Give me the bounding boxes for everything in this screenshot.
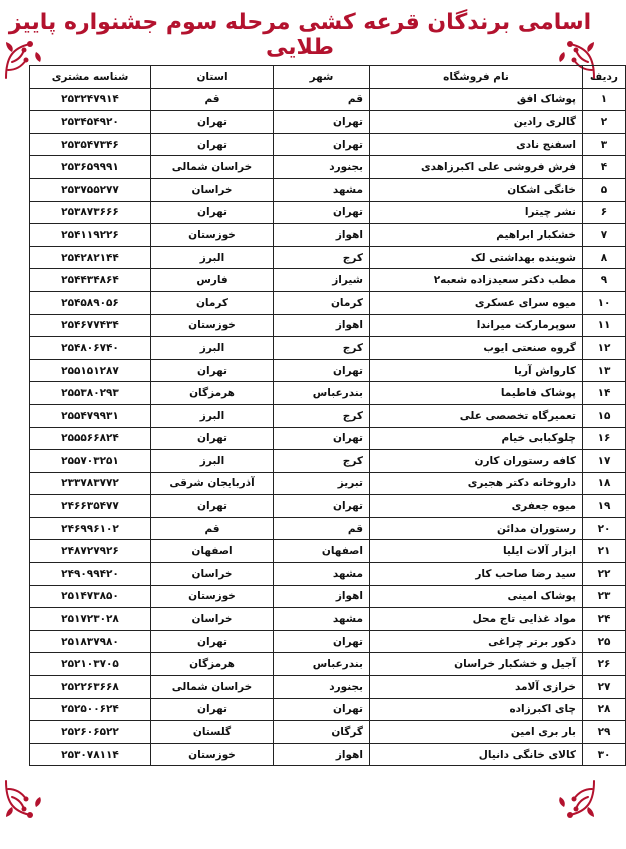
header-shop-name: نام فروشگاه	[370, 66, 583, 89]
cell-customer-id: ۲۳۳۷۸۳۷۷۲	[30, 472, 151, 495]
cell-city: اهواز	[274, 585, 370, 608]
cell-customer-id: ۲۵۴۶۷۷۴۳۴	[30, 314, 151, 337]
table-row	[30, 585, 626, 608]
cell-row-number: ۳۰	[583, 743, 626, 766]
cell-customer-id: ۲۵۳۷۵۵۲۷۷	[30, 178, 151, 201]
table-row	[30, 608, 626, 631]
cell-row-number: ۱۹	[583, 495, 626, 518]
cell-city: تبریز	[274, 472, 370, 495]
cell-province: فارس	[151, 269, 274, 292]
cell-province: تهران	[151, 201, 274, 224]
cell-city: بندرعباس	[274, 382, 370, 405]
cell-customer-id: ۲۵۲۶۰۶۵۲۲	[30, 721, 151, 744]
cell-customer-id: ۲۴۹۰۹۹۴۲۰	[30, 563, 151, 586]
cell-province: هرمزگان	[151, 653, 274, 676]
cell-row-number: ۲۲	[583, 563, 626, 586]
header-city: شهر	[274, 66, 370, 89]
cell-row-number: ۱۵	[583, 404, 626, 427]
table-row	[30, 698, 626, 721]
cell-row-number: ۹	[583, 269, 626, 292]
cell-province: خوزستان	[151, 314, 274, 337]
cell-city: مشهد	[274, 563, 370, 586]
cell-city: تهران	[274, 495, 370, 518]
table-row	[30, 517, 626, 540]
header-customer-id: شناسه مشتری	[30, 66, 151, 89]
cell-shop-name: ابزار آلات ایلیا	[370, 540, 583, 563]
table-header-row	[30, 66, 626, 89]
cell-row-number: ۲۵	[583, 630, 626, 653]
cell-row-number: ۲	[583, 111, 626, 134]
cell-customer-id: ۲۵۵۱۵۱۲۸۷	[30, 359, 151, 382]
cell-province: قم	[151, 517, 274, 540]
cell-province: تهران	[151, 427, 274, 450]
cell-shop-name: چای اکبرزاده	[370, 698, 583, 721]
cell-city: تهران	[274, 359, 370, 382]
cell-city: کرج	[274, 337, 370, 360]
cell-province: تهران	[151, 359, 274, 382]
table-row	[30, 314, 626, 337]
table-row	[30, 721, 626, 744]
cell-customer-id: ۲۵۳۶۵۹۹۹۱	[30, 156, 151, 179]
cell-customer-id: ۲۵۴۵۸۹۰۵۶	[30, 291, 151, 314]
cell-province: خراسان	[151, 608, 274, 631]
cell-row-number: ۱	[583, 88, 626, 111]
table-row	[30, 201, 626, 224]
cell-customer-id: ۲۵۳۸۷۳۶۶۶	[30, 201, 151, 224]
cell-row-number: ۳	[583, 133, 626, 156]
table-row	[30, 291, 626, 314]
cell-city: گرگان	[274, 721, 370, 744]
cell-shop-name: گالری رادین	[370, 111, 583, 134]
cell-shop-name: گروه صنعتی ایوب	[370, 337, 583, 360]
cell-customer-id: ۲۵۲۱۰۳۷۰۵	[30, 653, 151, 676]
cell-city: مشهد	[274, 178, 370, 201]
winners-table	[29, 65, 626, 766]
cell-city: بجنورد	[274, 676, 370, 699]
cell-city: اهواز	[274, 743, 370, 766]
cell-province: اصفهان	[151, 540, 274, 563]
cell-province: تهران	[151, 111, 274, 134]
cell-shop-name: کالای خانگی دانیال	[370, 743, 583, 766]
cell-row-number: ۲۶	[583, 653, 626, 676]
cell-customer-id: ۲۵۲۵۰۰۶۲۴	[30, 698, 151, 721]
cell-province: تهران	[151, 698, 274, 721]
cell-city: اصفهان	[274, 540, 370, 563]
table-row	[30, 88, 626, 111]
cell-city: قم	[274, 517, 370, 540]
table-row	[30, 743, 626, 766]
cell-city: تهران	[274, 111, 370, 134]
cell-row-number: ۱۸	[583, 472, 626, 495]
cell-customer-id: ۲۵۴۲۸۲۱۴۴	[30, 246, 151, 269]
cell-province: گلستان	[151, 721, 274, 744]
page-title: اسامی برندگان قرعه کشی مرحله سوم جشنواره پاییز طلایی	[8, 10, 592, 60]
header-province: استان	[151, 66, 274, 89]
cell-row-number: ۱۶	[583, 427, 626, 450]
cell-shop-name: میوه جعفری	[370, 495, 583, 518]
cell-city: کرج	[274, 450, 370, 473]
table-row	[30, 111, 626, 134]
cell-city: کرج	[274, 404, 370, 427]
cell-province: کرمان	[151, 291, 274, 314]
table-row	[30, 404, 626, 427]
cell-row-number: ۵	[583, 178, 626, 201]
cell-row-number: ۶	[583, 201, 626, 224]
cell-shop-name: اسفنج نادی	[370, 133, 583, 156]
cell-shop-name: سید رضا صاحب کار	[370, 563, 583, 586]
cell-province: هرمزگان	[151, 382, 274, 405]
table-row	[30, 246, 626, 269]
cell-province: خوزستان	[151, 224, 274, 247]
cell-shop-name: بار بری امین	[370, 721, 583, 744]
cell-shop-name: پوشاک امینی	[370, 585, 583, 608]
cell-row-number: ۱۷	[583, 450, 626, 473]
cell-customer-id: ۲۵۳۴۵۴۹۲۰	[30, 111, 151, 134]
cell-city: کرمان	[274, 291, 370, 314]
cell-province: خراسان شمالی	[151, 676, 274, 699]
table-row	[30, 382, 626, 405]
cell-province: البرز	[151, 246, 274, 269]
cell-shop-name: خانگی اشکان	[370, 178, 583, 201]
table-row	[30, 630, 626, 653]
cell-customer-id: ۲۵۱۴۷۳۸۵۰	[30, 585, 151, 608]
table-row	[30, 653, 626, 676]
cell-shop-name: پوشاک فاطیما	[370, 382, 583, 405]
cell-row-number: ۲۰	[583, 517, 626, 540]
cell-city: اهواز	[274, 224, 370, 247]
cell-customer-id: ۲۵۳۲۴۷۹۱۴	[30, 88, 151, 111]
cell-shop-name: رستوران مدائن	[370, 517, 583, 540]
cell-customer-id: ۲۵۱۸۳۷۹۸۰	[30, 630, 151, 653]
cell-row-number: ۱۰	[583, 291, 626, 314]
cell-shop-name: دکور برتر چراغی	[370, 630, 583, 653]
cell-row-number: ۲۴	[583, 608, 626, 631]
cell-shop-name: پوشاک افق	[370, 88, 583, 111]
table-row	[30, 450, 626, 473]
table-row	[30, 563, 626, 586]
cell-row-number: ۱۱	[583, 314, 626, 337]
floral-ornament-icon	[554, 777, 598, 821]
cell-customer-id: ۲۵۱۷۲۳۰۲۸	[30, 608, 151, 631]
cell-province: البرز	[151, 450, 274, 473]
cell-shop-name: مواد غذایی تاج محل	[370, 608, 583, 631]
cell-shop-name: نشر چیترا	[370, 201, 583, 224]
cell-customer-id: ۲۵۵۳۸۰۲۹۳	[30, 382, 151, 405]
cell-city: تهران	[274, 630, 370, 653]
cell-province: خراسان	[151, 563, 274, 586]
cell-customer-id: ۲۵۳۵۴۷۳۴۶	[30, 133, 151, 156]
cell-shop-name: سوپرمارکت میراندا	[370, 314, 583, 337]
cell-shop-name: تعمیرگاه تخصصی علی	[370, 404, 583, 427]
cell-province: تهران	[151, 495, 274, 518]
cell-city: شیراز	[274, 269, 370, 292]
cell-shop-name: چلوکبابی خیام	[370, 427, 583, 450]
cell-customer-id: ۲۴۸۷۲۷۹۲۶	[30, 540, 151, 563]
cell-row-number: ۱۴	[583, 382, 626, 405]
cell-row-number: ۲۸	[583, 698, 626, 721]
table-row	[30, 472, 626, 495]
header-row-number: ردیف	[583, 66, 626, 89]
cell-customer-id: ۲۴۶۶۳۵۴۷۷	[30, 495, 151, 518]
cell-province: خوزستان	[151, 585, 274, 608]
cell-city: کرج	[274, 246, 370, 269]
cell-city: تهران	[274, 427, 370, 450]
cell-province: آذربایجان شرقی	[151, 472, 274, 495]
cell-customer-id: ۲۵۵۷۰۳۲۵۱	[30, 450, 151, 473]
table-row	[30, 676, 626, 699]
cell-city: مشهد	[274, 608, 370, 631]
table-row	[30, 133, 626, 156]
corner-ornament-bottom-right	[554, 777, 598, 821]
cell-customer-id: ۲۵۵۵۶۶۸۲۴	[30, 427, 151, 450]
cell-city: بندرعباس	[274, 653, 370, 676]
cell-shop-name: کافه رستوران کارن	[370, 450, 583, 473]
cell-city: قم	[274, 88, 370, 111]
cell-row-number: ۱۲	[583, 337, 626, 360]
cell-customer-id: ۲۵۴۴۳۴۸۶۴	[30, 269, 151, 292]
cell-customer-id: ۲۵۲۲۶۳۶۶۸	[30, 676, 151, 699]
cell-customer-id: ۲۵۴۱۱۹۲۲۶	[30, 224, 151, 247]
table-row	[30, 359, 626, 382]
cell-city: اهواز	[274, 314, 370, 337]
cell-shop-name: میوه سرای عسکری	[370, 291, 583, 314]
table-row	[30, 156, 626, 179]
cell-shop-name: خرازی آلامد	[370, 676, 583, 699]
cell-row-number: ۸	[583, 246, 626, 269]
cell-province: خراسان	[151, 178, 274, 201]
cell-row-number: ۷	[583, 224, 626, 247]
cell-province: البرز	[151, 404, 274, 427]
cell-shop-name: داروخانه دکتر هجیری	[370, 472, 583, 495]
table-row	[30, 178, 626, 201]
cell-city: تهران	[274, 698, 370, 721]
cell-province: خوزستان	[151, 743, 274, 766]
table-row	[30, 224, 626, 247]
cell-customer-id: ۲۴۶۹۹۶۱۰۲	[30, 517, 151, 540]
cell-province: قم	[151, 88, 274, 111]
corner-ornament-bottom-left	[2, 777, 46, 821]
cell-row-number: ۲۷	[583, 676, 626, 699]
table-row	[30, 540, 626, 563]
cell-province: تهران	[151, 630, 274, 653]
cell-customer-id: ۲۵۵۴۷۹۹۳۱	[30, 404, 151, 427]
table-row	[30, 427, 626, 450]
cell-shop-name: آجیل و خشکبار خراسان	[370, 653, 583, 676]
cell-row-number: ۴	[583, 156, 626, 179]
cell-row-number: ۱۳	[583, 359, 626, 382]
cell-shop-name: شوینده بهداشتی لک	[370, 246, 583, 269]
cell-row-number: ۲۹	[583, 721, 626, 744]
cell-customer-id: ۲۵۳۰۷۸۱۱۴	[30, 743, 151, 766]
cell-shop-name: کارواش آریا	[370, 359, 583, 382]
cell-shop-name: مطب دکتر سعیدزاده شعبه۲	[370, 269, 583, 292]
table-row	[30, 337, 626, 360]
cell-city: بجنورد	[274, 156, 370, 179]
cell-province: البرز	[151, 337, 274, 360]
table-row	[30, 495, 626, 518]
cell-shop-name: فرش فروشی علی اکبرزاهدی	[370, 156, 583, 179]
cell-city: تهران	[274, 201, 370, 224]
floral-ornament-icon	[2, 777, 46, 821]
cell-city: تهران	[274, 133, 370, 156]
cell-row-number: ۲۳	[583, 585, 626, 608]
cell-row-number: ۲۱	[583, 540, 626, 563]
cell-province: خراسان شمالی	[151, 156, 274, 179]
cell-shop-name: خشکبار ابراهیم	[370, 224, 583, 247]
cell-province: تهران	[151, 133, 274, 156]
table-row	[30, 269, 626, 292]
cell-customer-id: ۲۵۴۸۰۶۷۴۰	[30, 337, 151, 360]
